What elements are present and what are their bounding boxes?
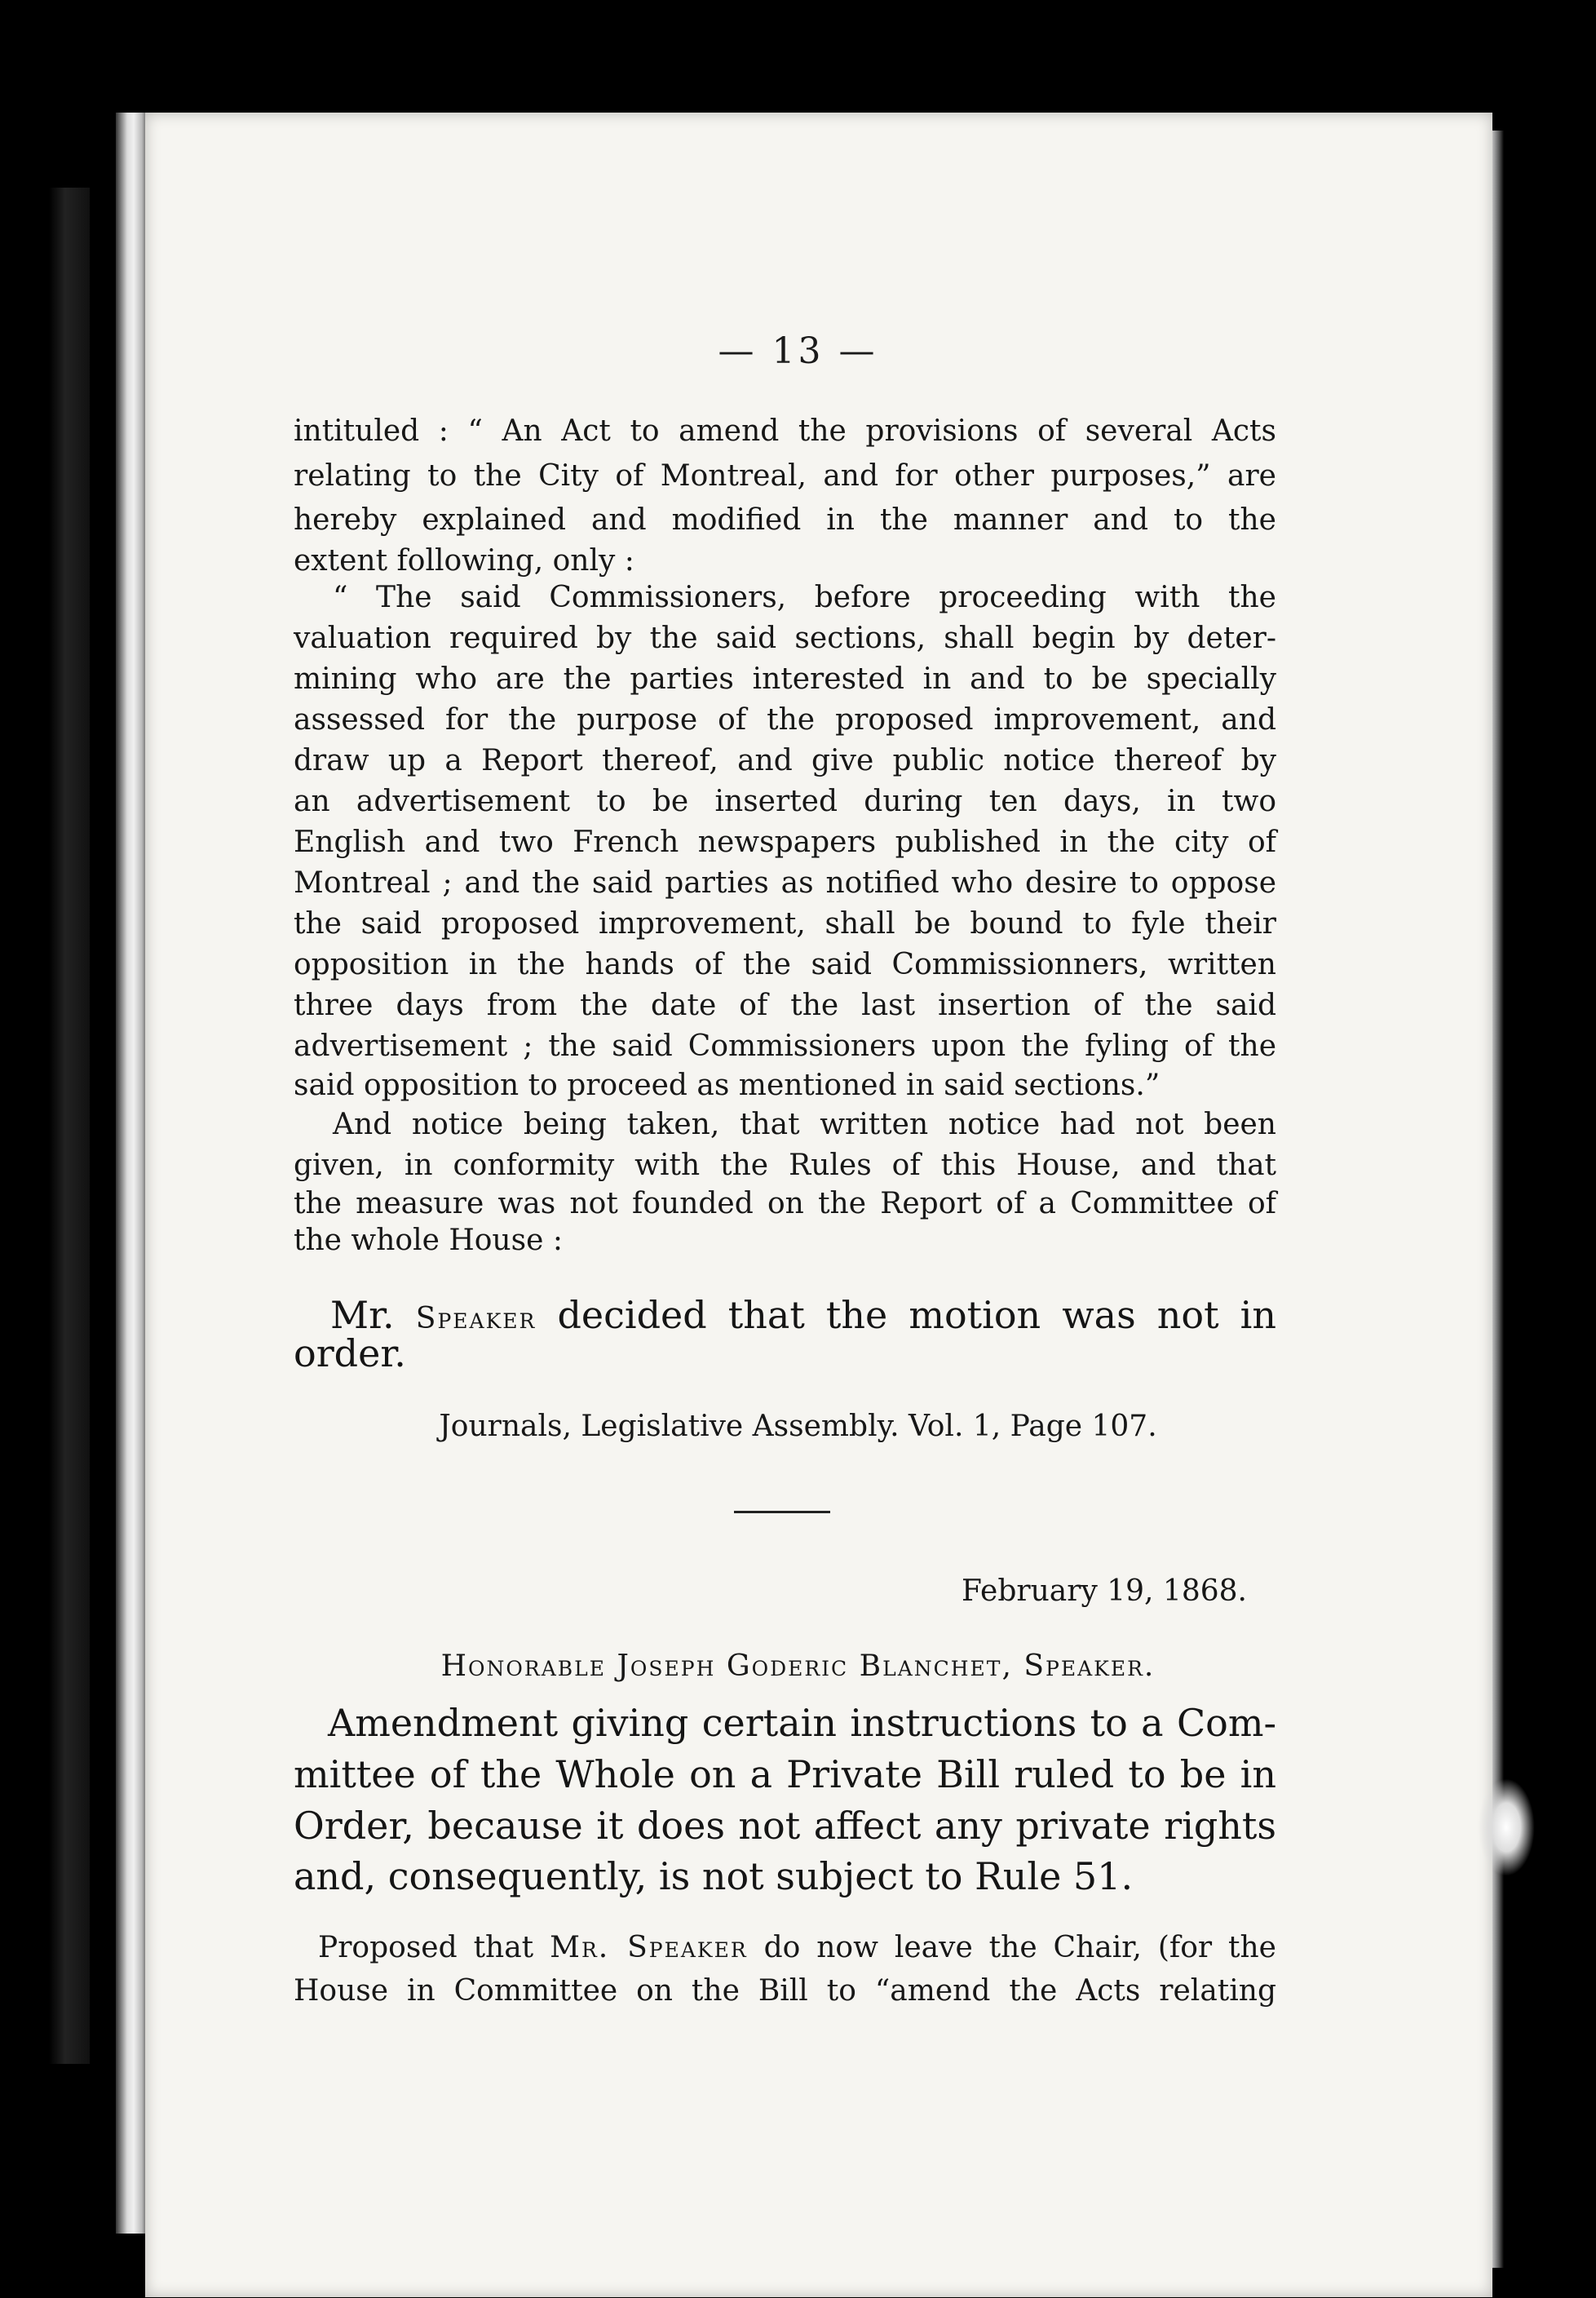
journal-citation: Journals, Legislative Assembly. Vol. 1, Page 107. [439, 1410, 1157, 1443]
headnote-line: Amendment giving certain instructions to a Com- [328, 1701, 1276, 1745]
headnote-line: Order, because it does not affect any private rights [294, 1804, 1276, 1848]
text-line: given, in conformity with the Rules of this House, and that [294, 1149, 1276, 1182]
presiding-speaker: Honorable Joseph Goderic Blanchet, Speaker. [440, 1649, 1156, 1683]
text-line: mining who are the parties interested in and to be specially [294, 662, 1276, 696]
page-right-edge [1492, 131, 1504, 2268]
ruling-text: decided that the motion was not in [557, 1293, 1277, 1337]
text-line: relating to the City of Montreal, and for other purposes,” are [294, 459, 1276, 493]
text-line: English and two French newspapers published in the city of [294, 826, 1276, 859]
speaker-name: Mr. Speaker [550, 1931, 748, 1964]
page-left-edge [116, 113, 148, 2234]
section-divider [734, 1511, 830, 1513]
speaker-name: Speaker [415, 1302, 537, 1335]
text-fragment: do now leave the Chair, (for the [763, 1931, 1276, 1964]
ruling-continuation: order. [294, 1331, 406, 1375]
text-line: House in Committee on the Bill to “amend the Acts relating [294, 1974, 1276, 2008]
text-line: intituled : “ An Act to amend the provisions of several Acts [294, 414, 1276, 448]
text-line: the measure was not founded on the Report of a Committee of [294, 1187, 1276, 1220]
text-line: assessed for the purpose of the proposed improvement, and [294, 703, 1276, 737]
text-line: advertisement ; the said Commissioners upon the fyling of the [294, 1029, 1276, 1063]
text-line: extent following, only : [294, 544, 634, 578]
page-number: — 13 — [718, 330, 878, 372]
scan-artifact [1478, 1778, 1535, 1876]
text-line: valuation required by the said sections, shall begin by deter- [294, 622, 1276, 655]
text-fragment: Proposed that [318, 1931, 534, 1964]
text-line: said opposition to proceed as mentioned in said sections.” [294, 1069, 1161, 1102]
text-line: hereby explained and modified in the manner and to the [294, 503, 1276, 537]
ruling-prefix: Mr. [330, 1293, 395, 1337]
text-line: And notice being taken, that written notice had not been [333, 1108, 1276, 1141]
text-line: “ The said Commissioners, before proceeding with the [333, 581, 1276, 614]
text-line: an advertisement to be inserted during ten days, in two [294, 785, 1276, 818]
headnote-line: mittee of the Whole on a Private Bill ruled to be in [294, 1752, 1276, 1796]
book-spine-shadow [49, 188, 90, 2064]
headnote-line: and, consequently, is not subject to Rule 51. [294, 1854, 1134, 1898]
text-line: opposition in the hands of the said Commissionners, written [294, 948, 1276, 981]
text-line: the said proposed improvement, shall be bound to fyle their [294, 907, 1276, 941]
text-line: Montreal ; and the said parties as notified who desire to oppose [294, 866, 1276, 900]
text-line: three days from the date of the last insertion of the said [294, 989, 1276, 1022]
text-line [318, 1931, 1276, 1964]
speaker-ruling [330, 1293, 1276, 1337]
entry-date: February 19, 1868. [962, 1574, 1247, 1608]
text-line: the whole House : [294, 1224, 563, 1257]
text-line: draw up a Report thereof, and give public notice thereof by [294, 744, 1276, 777]
